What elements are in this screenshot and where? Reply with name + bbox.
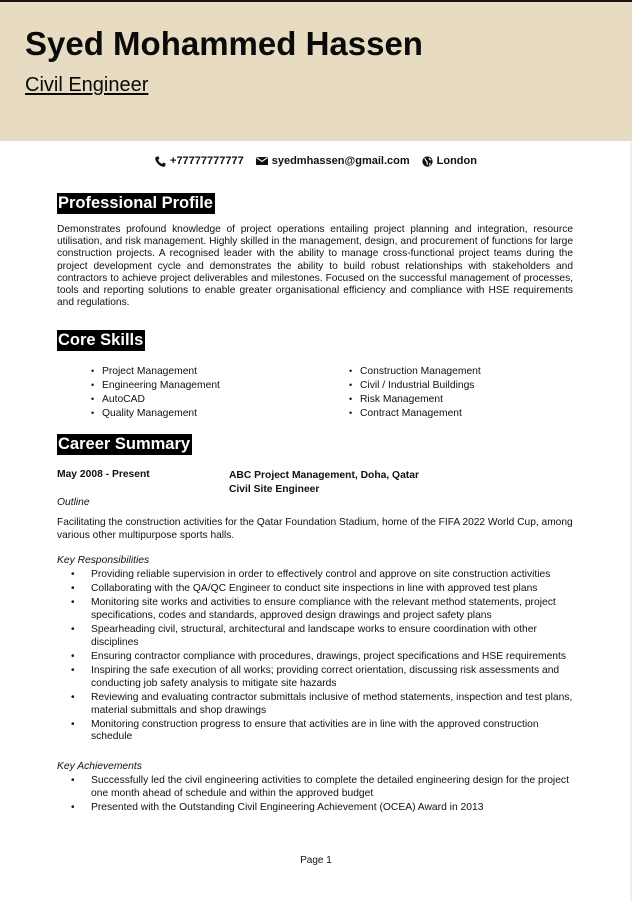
profile-heading: Professional Profile — [58, 194, 213, 212]
phone-number[interactable]: +77777777777 — [170, 155, 244, 167]
career-heading: Career Summary — [58, 435, 191, 453]
achievements-list — [57, 775, 577, 816]
contact-location — [422, 155, 477, 167]
job-employer — [229, 469, 419, 496]
skill-item: • Project Management — [91, 365, 220, 379]
skills-list-right — [349, 365, 481, 421]
globe-icon — [422, 156, 433, 167]
contact-bar — [0, 155, 632, 167]
responsibility-item: • Reviewing and evaluating contractor submittals inclusive of method statements, inspection and test plans, material submittals and shop drawings — [57, 692, 577, 717]
contact-email — [256, 155, 410, 167]
skill-item: • Quality Management — [91, 407, 220, 421]
contact-phone — [155, 155, 244, 167]
phone-icon — [155, 156, 166, 167]
achievement-item: • Presented with the Outstanding Civil Engineering Achievement (OCEA) Award in 2013 — [57, 802, 577, 815]
candidate-name: Syed Mohammed Hassen — [25, 25, 423, 62]
responsibility-item: • Collaborating with the QA/QC Engineer to conduct site inspections in line with approved test plans — [57, 583, 577, 596]
outline-text: Facilitating the construction activities for the Qatar Foundation Stadium, home of the FIFA 2022 World Cup, among various other multipurpose sports halls. — [57, 517, 573, 541]
responsibilities-label: Key Responsibilities — [57, 555, 150, 566]
skill-item: • Construction Management — [349, 365, 481, 379]
job-company: ABC Project Management, Doha, Qatar — [229, 470, 419, 481]
profile-text: Demonstrates profound knowledge of project operations entailing project planning and integration, resource utilisation, and risk management. Highly skilled in the management, design, and procurement of functions for large construction projects. A recognised leader with the ability to manage cross-functional project teams during the project development cycle and demonstrates the ability to build robust relationships with stakeholders and contractors to achieve project deliverables and milestones. Focused on the successful management of processes, tools and reporting solutions to enable greater organisational efficiency and compliance with HSE requirements and regulations. — [57, 224, 573, 309]
responsibility-item: • Monitoring construction progress to ensure that activities are in line with the approved construction schedule — [57, 719, 577, 744]
responsibility-item: • Monitoring site works and activities to ensure compliance with the relevant method statements, project specifications, codes and standards, approved design drawings and project safety plans — [57, 597, 577, 622]
responsibility-item: • Providing reliable supervision in order to effectively control and approve on site construction activities — [57, 569, 577, 582]
skill-item: • Risk Management — [349, 393, 481, 407]
responsibility-item: • Ensuring contractor compliance with procedures, drawings, project specifications and HSE requirements — [57, 651, 577, 664]
responsibility-item: • Inspiring the safe execution of all works; providing correct orientation, discussing risk assessments and conducting job safety analysis to mitigate site hazards — [57, 665, 577, 690]
location: London — [436, 155, 477, 167]
page-number: Page 1 — [300, 855, 332, 866]
outline-label: Outline — [57, 497, 90, 508]
header-banner — [0, 2, 632, 141]
skills-list-left — [91, 365, 220, 421]
job-title: Civil Engineer — [25, 74, 149, 96]
skill-item: • Contract Management — [349, 407, 481, 421]
envelope-icon — [256, 156, 268, 166]
responsibilities-list — [57, 569, 577, 745]
responsibility-item: • Spearheading civil, structural, architectural and landscape works to ensure coordination with other disciplines — [57, 624, 577, 649]
skills-heading: Core Skills — [58, 331, 144, 349]
job-role: Civil Site Engineer — [229, 483, 320, 495]
skill-item: • Civil / Industrial Buildings — [349, 379, 481, 393]
skill-item: • Engineering Management — [91, 379, 220, 393]
job-dates: May 2008 - Present — [57, 469, 150, 480]
email-address[interactable]: syedmhassen@gmail.com — [271, 155, 410, 167]
achievements-label: Key Achievements — [57, 761, 142, 772]
achievement-item: • Successfully led the civil engineering activities to complete the detailed engineering design for the project one month ahead of schedule and within the approved budget — [57, 775, 577, 800]
skill-item: • AutoCAD — [91, 393, 220, 407]
